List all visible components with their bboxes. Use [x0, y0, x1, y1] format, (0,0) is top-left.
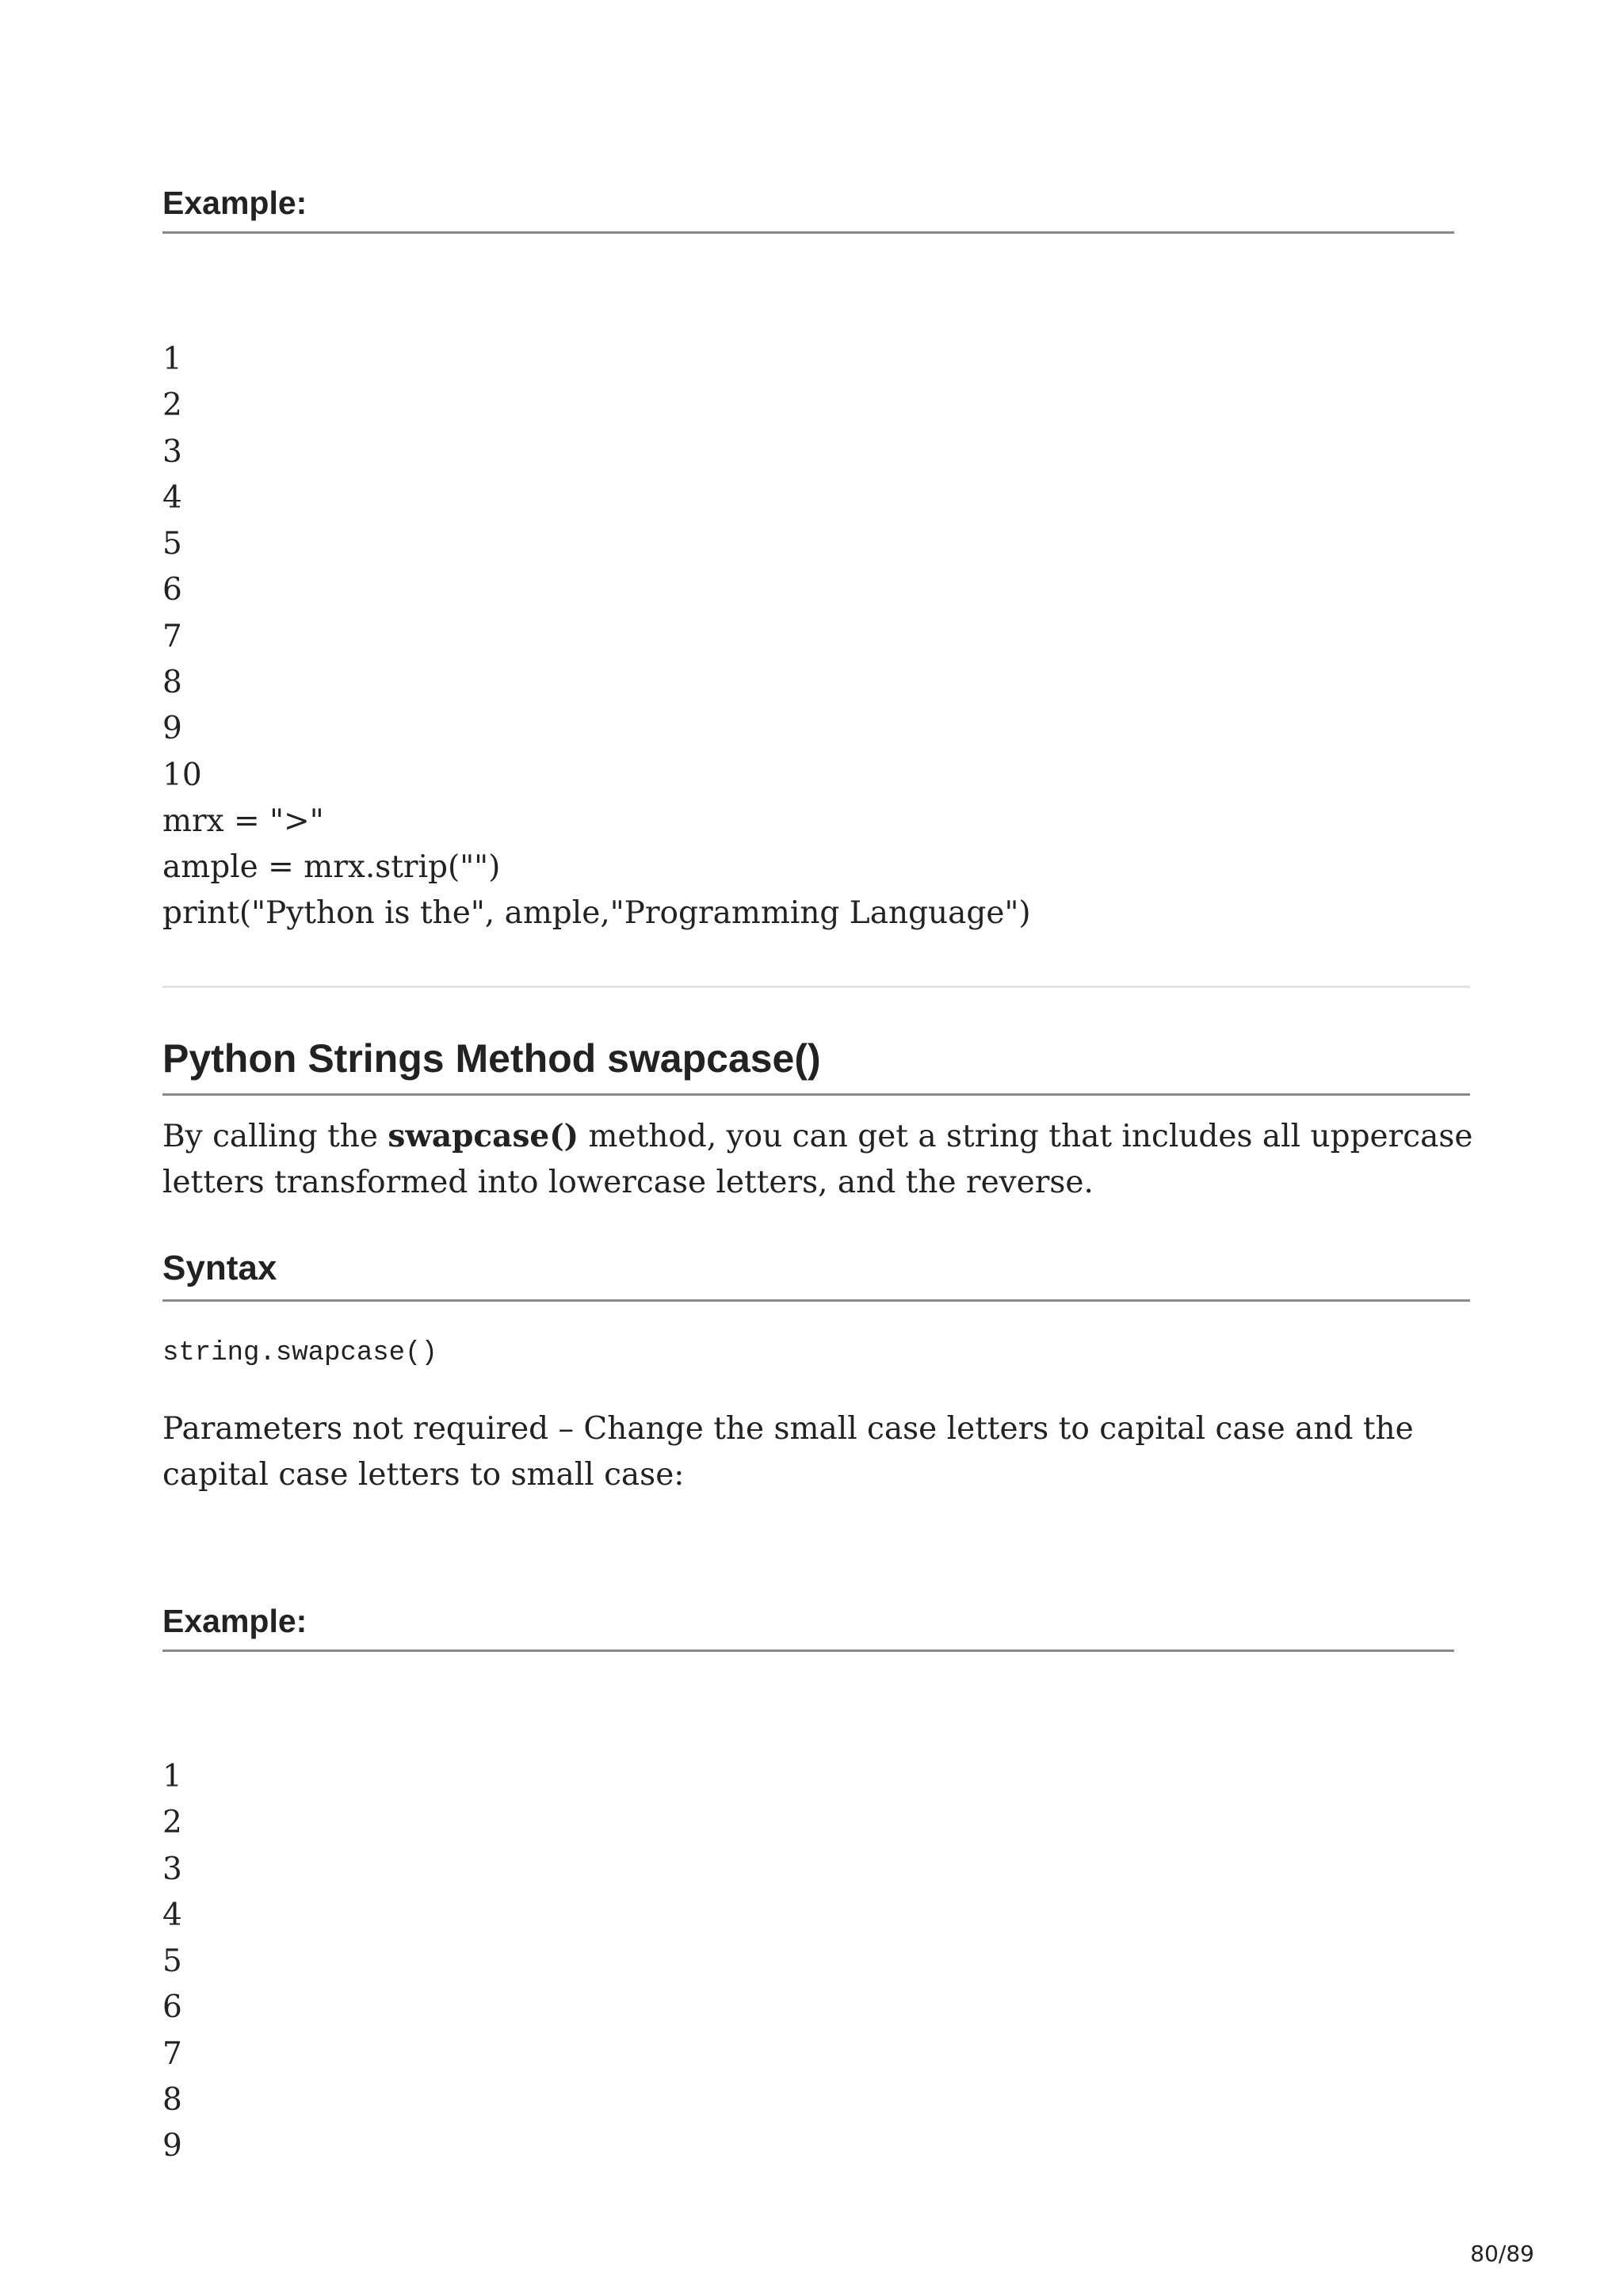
parameters-paragraph: Parameters not required – Change the small case letters to capital case and the capital case letters to small case:: [162, 1411, 1414, 1493]
section-title: Python Strings Method swapcase(): [162, 1035, 1470, 1096]
line-number: 9: [162, 2128, 182, 2164]
line-number: 7: [162, 2035, 182, 2072]
line-number: 2: [162, 387, 182, 424]
intro-paragraph: [162, 1113, 1478, 1206]
line-number: 8: [162, 2082, 182, 2119]
line-number: 6: [162, 1989, 182, 2026]
line-number: 1: [162, 341, 182, 377]
line-number: 5: [162, 1943, 182, 1980]
method-name: swapcase(): [388, 1118, 579, 1154]
syntax-code: string.swapcase(): [162, 1338, 437, 1368]
line-number: 1: [162, 1759, 182, 1794]
code-line: print("Python is the", ample,"Programming Language"): [162, 895, 1031, 931]
line-number: 4: [162, 1897, 182, 1933]
code-line-numbers: [162, 337, 202, 799]
line-number: 5: [162, 526, 182, 563]
line-number: 10: [162, 757, 202, 793]
example-heading: Example:: [162, 1602, 1454, 1652]
page-number: 80/89: [1470, 2241, 1534, 2267]
example-heading: Example:: [162, 184, 1454, 234]
line-number: 7: [162, 618, 182, 654]
line-number: 2: [162, 1805, 182, 1841]
line-number: 3: [162, 1851, 182, 1887]
intro-text: By calling the: [162, 1119, 388, 1154]
line-number: 8: [162, 665, 182, 701]
code-line: ample = mrx.strip(""): [162, 849, 501, 885]
line-number: 6: [162, 572, 182, 608]
line-number: 4: [162, 479, 182, 516]
code-line-numbers: [162, 1754, 182, 2170]
line-number: 3: [162, 433, 182, 470]
line-number: 9: [162, 711, 182, 747]
code-line: mrx = ">": [162, 803, 324, 839]
intro-text: method, you can get a string that includes all uppercase letters transformed into lowercase letters, and the reverse.: [162, 1119, 1473, 1200]
section-divider: [162, 986, 1470, 988]
syntax-heading: Syntax: [162, 1247, 1470, 1302]
